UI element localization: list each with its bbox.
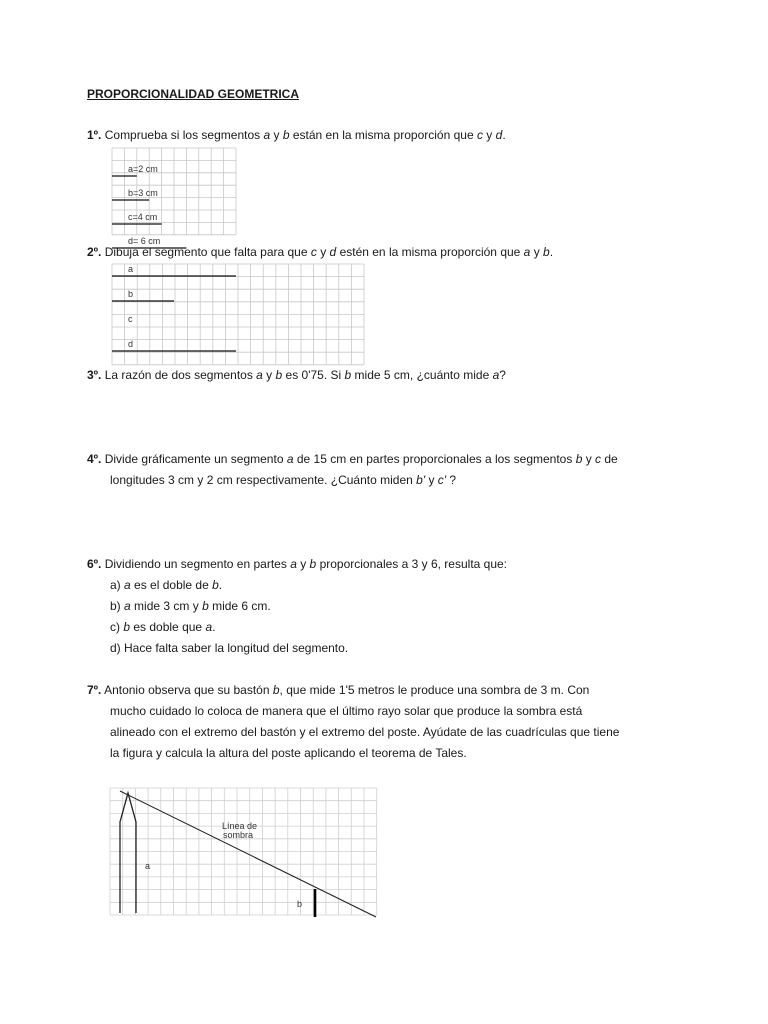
question-7-number: 7º.: [87, 683, 102, 697]
q6-option-c: c) b es doble que a.: [110, 620, 216, 634]
question-6: 6º. Dividiendo un segmento en partes a y b proporcionales a 3 y 6, resulta que:: [87, 557, 508, 571]
question-4-number: 4º.: [87, 452, 102, 466]
q2-segment-grid: [112, 264, 366, 364]
question-7-line-4: la figura y calcula la altura del poste aplicando el teorema de Tales.: [110, 746, 467, 760]
q2-label-0: a: [128, 264, 134, 274]
question-4-line-2: longitudes 3 cm y 2 cm respectivamente. ¿Cuánto miden b' y c' ?: [110, 473, 457, 487]
pole-label-a: a: [145, 861, 151, 871]
question-1: 1º. Comprueba si los segmentos a y b están en la misma proporción que c y d.: [87, 128, 506, 142]
grid-lines: [112, 264, 364, 365]
question-3-number: 3º.: [87, 368, 102, 382]
q6-option-d: d) Hace falta saber la longitud del segmento.: [110, 641, 349, 655]
q1-label-0: a=2 cm: [128, 164, 158, 174]
question-1-number: 1º.: [87, 128, 102, 142]
question-3: 3º. La razón de dos segmentos a y b es 0'75. Si b mide 5 cm, ¿cuánto mide a?: [87, 368, 506, 382]
q2-label-1: b: [128, 289, 134, 299]
q6-option-b: b) a mide 3 cm y b mide 6 cm.: [110, 599, 271, 613]
q2-label-3: d: [128, 339, 134, 349]
q6-option-a: a) a es el doble de b.: [110, 578, 223, 592]
shadow-line-label-2: sombra: [223, 830, 254, 840]
q1-label-1: b=3 cm: [128, 188, 158, 198]
stick-label-b: b: [297, 899, 303, 909]
q7-shadow-figure: [110, 788, 378, 920]
q2-label-2: c: [128, 314, 133, 324]
question-7-line-3: alineado con el extremo del bastón y el extremo del poste. Ayúdate de las cuadrículas que tiene: [110, 725, 620, 739]
q1-label-2: c=4 cm: [128, 212, 158, 222]
question-6-number: 6º.: [87, 557, 102, 571]
question-2: 2º. Dibuja el segmento que falta para que c y d estén en la misma proporción que a y b.: [87, 245, 554, 259]
page-title: PROPORCIONALIDAD GEOMETRICA: [87, 87, 300, 101]
q1-segment-grid: [112, 148, 238, 246]
question-4-line-1: 4º. Divide gráficamente un segmento a de 15 cm en partes proporcionales a los segmentos b y c de: [87, 452, 618, 466]
question-7-line-2: mucho cuidado lo coloca de manera que el último rayo solar que produce la sombra está: [110, 704, 583, 718]
question-2-number: 2º.: [87, 245, 102, 259]
shadow-line-label-1: Línea de: [222, 821, 258, 831]
shadow-line: [120, 791, 376, 917]
q1-label-3: d= 6 cm: [128, 236, 161, 246]
question-7-line-1: 7º. Antonio observa que su bastón b, que mide 1'5 metros le produce una sombra de 3 m. Con: [87, 683, 590, 697]
